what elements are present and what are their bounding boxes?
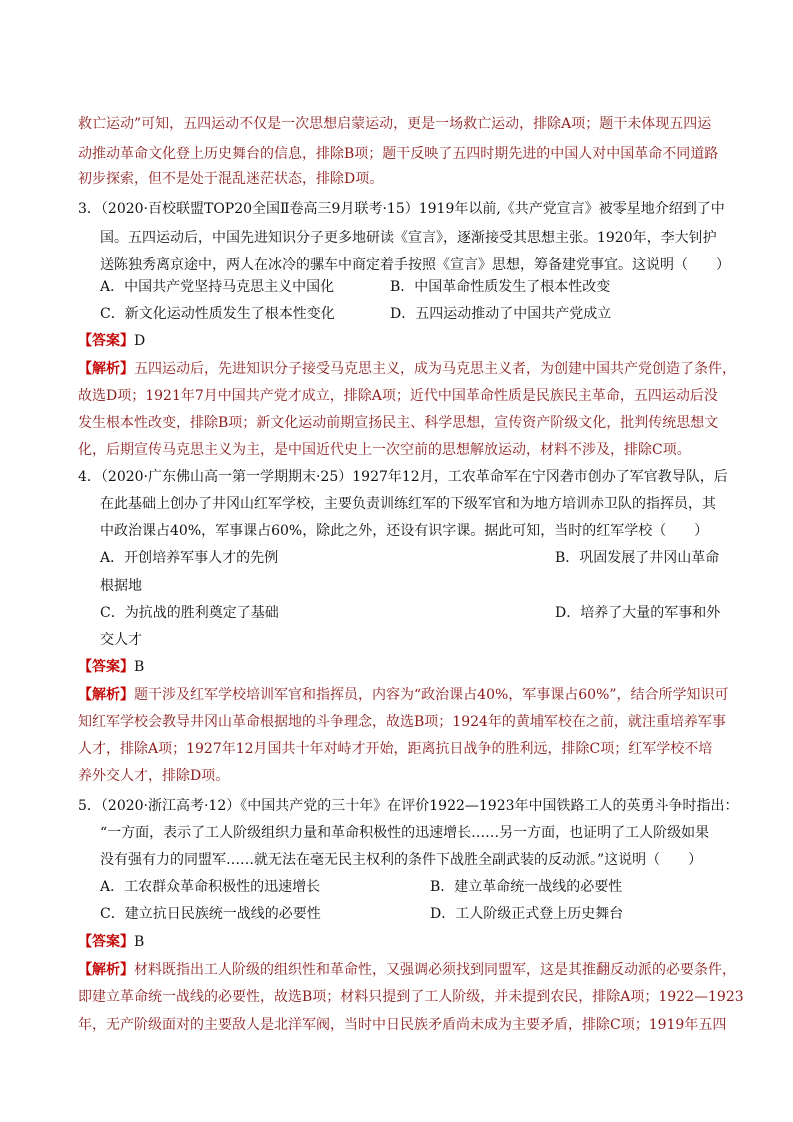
explanation-continued-line-2: 动推动革命文化登上历史舞台的信息，排除B项；题干反映了五四时期先进的中国人对中国革命不同道路 — [78, 146, 719, 162]
question-3-explanation-line-2: 故选D项；1921年7月中国共产党才成立，排除A项；近代中国革命性质是民族民主革命，五四运动后没 — [78, 388, 718, 404]
question-5-explanation-line-3: 年，无产阶级面对的主要敌人是北洋军阀，当时中日民族矛盾尚未成为主要矛盾，排除C项；1919年五四 — [78, 1017, 727, 1033]
question-5-line-1: 5．（2020·浙江高考·12）《中国共产党的三十年》在评价1922—1923年中国铁路工人的英勇斗争时指出： — [78, 798, 739, 814]
question-4-explanation-line-2: 知红军学校会教导井冈山革命根据地的斗争理念，故选B项；1924年的黄埔军校在之前，就注重培养军事 — [78, 714, 726, 730]
question-5-option-a: A．工农群众革命积极性的迅速增长 — [100, 879, 321, 895]
question-4-line-3: 中政治课占40%，军事课占60%，除此之外，还设有识字课。据此可知，当时的红军学校（ ） — [100, 523, 709, 539]
question-3-explanation-line-3: 发生根本性改变，排除B项；新文化运动前期宣扬民主、科学思想，宣传资产阶级文化，批判传统思想文 — [78, 415, 719, 431]
answer-label: 【答案】 — [78, 659, 134, 675]
question-5-option-b: B．建立革命统一战线的必要性 — [430, 879, 623, 895]
question-3-line-3: 送陈独秀离京途中，两人在冰冷的骡车中商定着手按照《宣言》思想，筹备建党事宜。这说明（ ） — [100, 257, 730, 273]
question-4-option-d: D．培养了大量的军事和外 — [555, 605, 721, 621]
question-4-answer — [78, 658, 144, 676]
question-5-answer — [78, 933, 144, 951]
question-5-explanation-line-2: 即建立革命统一战线的必要性，故选B项；材料只提到了工人阶级，并未提到农民，排除A项；1922—1923 — [78, 989, 744, 1005]
question-4-option-b: B．巩固发展了井冈山革命 — [555, 550, 720, 566]
question-3-line-1: 3．（2020·百校联盟TOP20全国Ⅱ卷高三9月联考·15）1919年以前,《共产党宣言》被零星地介绍到了中 — [78, 201, 725, 217]
question-3-explanation-line-4: 化，后期宣传马克思主义为主，是中国近代史上一次空前的思想解放运动，材料不涉及，排除C项。 — [78, 442, 691, 458]
question-5-line-3: 没有强有力的同盟军……就无法在毫无民主权利的条件下战胜全副武装的反动派。”这说明（ ） — [100, 852, 703, 868]
question-3-line-2: 国。五四运动后，中国先进知识分子更多地研读《宣言》，逐渐接受其思想主张。1920年，李大钊护 — [100, 230, 717, 246]
question-3-option-b: B．中国革命性质发生了根本性改变 — [390, 279, 611, 295]
question-4-explanation-line-3: 人才，排除A项；1927年12月国共十年对峙才开始，距离抗日战争的胜利远，排除C项；红军学校不培 — [78, 741, 713, 757]
answer-value: D — [134, 333, 146, 349]
question-5-option-c: C．建立抗日民族统一战线的必要性 — [100, 906, 321, 922]
question-5-explanation-line-1: 【解析】材料既指出工人阶级的组织性和革命性，又强调必须找到同盟军，这是其推翻反动派的必要条件， — [78, 962, 736, 978]
answer-value: B — [134, 934, 145, 950]
question-3-explanation-line-1: 【解析】五四运动后，先进知识分子接受马克思主义，成为马克思主义者，为创建中国共产党创造了条件， — [78, 361, 736, 377]
question-3-answer — [78, 332, 145, 350]
question-3-option-a: A．中国共产党坚持马克思主义中国化 — [100, 279, 335, 295]
question-3-option-d: D．五四运动推动了中国共产党成立 — [390, 306, 612, 322]
answer-label: 【答案】 — [78, 934, 134, 950]
explanation-label: 【解析】 — [78, 361, 134, 377]
answer-label: 【答案】 — [78, 333, 134, 349]
question-5-line-2: “一方面，表示了工人阶级组织力量和革命积极性的迅速增长……另一方面，也证明了工人阶级如果 — [100, 825, 710, 841]
answer-value: B — [134, 659, 145, 675]
explanation-continued-line-3: 初步探索，但不是处于混乱迷茫状态，排除D项。 — [78, 171, 384, 187]
question-5-option-d: D．工人阶级正式登上历史舞台 — [430, 906, 624, 922]
question-4-option-b-continued: 根据地 — [100, 578, 142, 594]
explanation-continued-line-1: 救亡运动”可知，五四运动不仅是一次思想启蒙运动，更是一场救亡运动，排除A项；题干未体现五四运 — [78, 116, 712, 132]
explanation-label: 【解析】 — [78, 687, 134, 703]
question-3-option-c: C．新文化运动性质发生了根本性变化 — [100, 306, 335, 322]
question-4-line-2: 在此基础上创办了井冈山红军学校，主要负责训练红军的下级军官和为地方培训赤卫队的指挥员，其 — [100, 496, 716, 512]
question-4-explanation-line-4: 养外交人才，排除D项。 — [78, 768, 230, 784]
question-4-option-c: C．为抗战的胜利奠定了基础 — [100, 605, 279, 621]
question-4-option-a: A．开创培养军事人才的先例 — [100, 550, 279, 566]
question-4-explanation-line-1: 【解析】题干涉及红军学校培训军官和指挥员，内容为“政治课占40%，军事课占60%”，结合所学知识可 — [78, 687, 729, 703]
question-4-option-d-continued: 交人才 — [100, 632, 142, 648]
question-4-line-1: 4．（2020·广东佛山高一第一学期期末·25）1927年12月，工农革命军在宁冈砻市创办了军官教导队，后 — [78, 469, 728, 485]
explanation-label: 【解析】 — [78, 962, 134, 978]
